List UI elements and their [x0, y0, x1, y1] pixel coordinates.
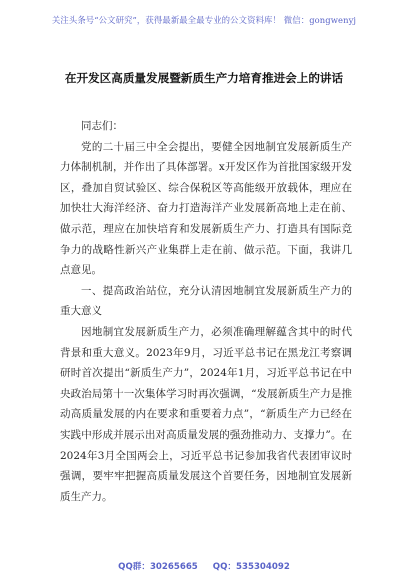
- footer-qq-group: QQ群：30265665: [118, 562, 198, 572]
- document-title: 在开发区高质量发展暨新质生产力培育推进会上的讲话: [64, 71, 344, 85]
- footer-contact: [0, 560, 408, 572]
- salutation: 同志们：: [81, 120, 123, 132]
- document-body: [60, 116, 352, 507]
- footer-qq: QQ：535304092: [212, 562, 290, 572]
- section-heading-1: 一、提高政治站位，充分认清因地制宜发展新质生产力的重大意义: [60, 284, 352, 318]
- paragraph-intro: 党的二十届三中全会提出，要健全因地制宜发展新质生产力体制机制，并作出了具体部署。x开发区作为首批国家级开发区，叠加自贸试验区、综合保税区等高能级开放载体，理应在加快壮大海洋经济、奋力打造海洋产业发展新高地上走在前、做示范，理应在加快培育和发展新质生产力、打造具有国际竞争力的战略性新兴产业集群上走在前、做示范。下面，我讲几点意见。: [60, 140, 352, 277]
- header-promo-note: 关注头条号“公文研究”，获得最新最全最专业的公文资料库！ 微信：gongwenyj: [51, 15, 357, 25]
- paragraph-section-1: 因地制宜发展新质生产力，必须准确理解蕴含其中的时代背景和重大意义。2023年9月，习近平总书记在黑龙江考察调研时首次提出“新质生产力”，2024年1月，习近平总书记在中央政治局第十一次集体学习时再次强调，“发展新质生产力是推动高质量发展的内在要求和重要着力点”，“新质生产力已经在实践中形成并展示出对高质量发展的强劲推动力、支撑力”。在2024年3月全国两会上，习近平总书记参加我省代表团审议时强调，要牢牢把握高质量发展这个首要任务，因地制宜发展新质生产力。: [60, 325, 352, 503]
